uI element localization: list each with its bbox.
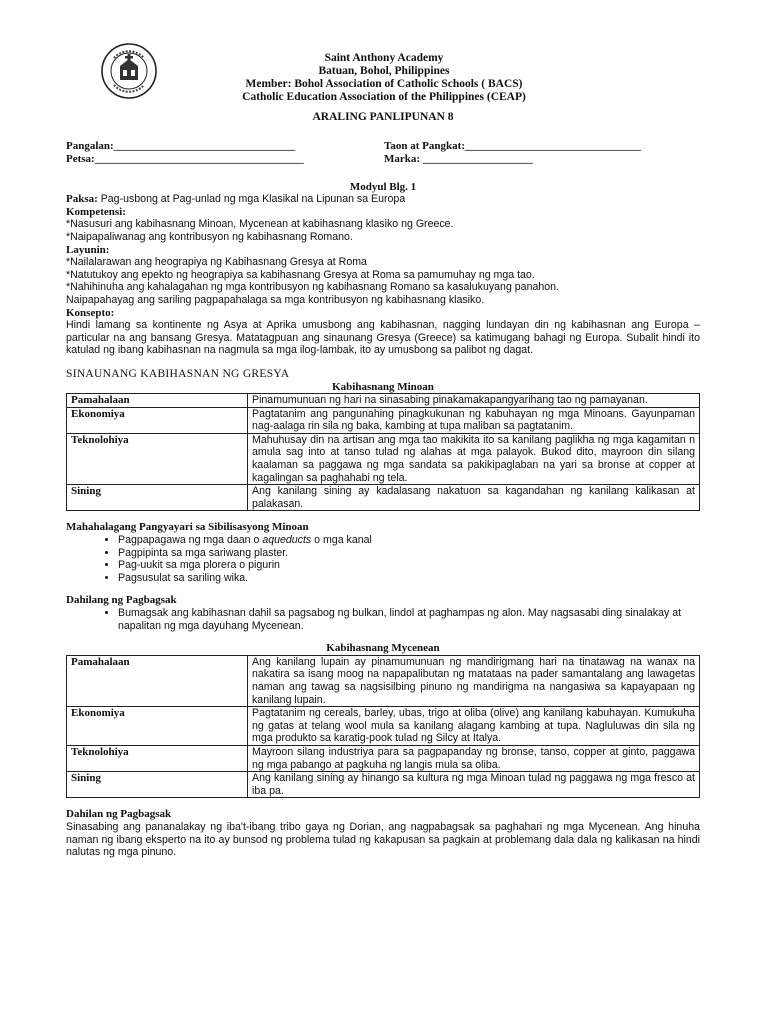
list-item: • Pagpipinta sa mga sariwang plaster. [118, 547, 700, 560]
row-label: Teknolohiya [67, 745, 248, 771]
list-item [118, 534, 700, 547]
table-row [67, 772, 700, 798]
table-row [67, 407, 700, 433]
pagbagsak-heading: Dahilang ng Pagbagsak [66, 594, 177, 607]
row-text: Ang kanilang sining ay kadalasang nakatuon sa kagandahan ng kanilang kalikasan at palakasan. [248, 485, 700, 511]
row-text: Pagtatanim ang pangunahing pinagkukunan ng kabuhayan ng mga Minoans. Gayunpaman nag-aalaga rin sila ng baka, kambing at tupa maliban sa pagtatanim. [248, 407, 700, 433]
taon-pangkat-field[interactable]: Taon at Pangkat:________________________________ [384, 139, 641, 152]
school-location: Batuan, Bohol, Philippines [318, 65, 450, 77]
paksa-label: Paksa: [66, 193, 98, 206]
list-item: • Pagsusulat sa sariling wika. [118, 572, 700, 585]
row-label: Pamahalaan [67, 655, 248, 706]
module-content [66, 111, 700, 859]
layunin-heading: Layunin: [66, 243, 110, 256]
kompetensi-heading: Kompetensi: [66, 205, 126, 218]
pagbagsak-text: Sinasabing ang pananalakay ng iba't-ibang tribo gaya ng Dorian, ang nagpabagsak sa paghahari ng mga Mycenean. Ang hinuha naman ng ibang eksperto na ito ay bunsod ng problema tulad ng kakapusan sa pagkain at problemang dala dala ng kalikasan na hindi nalutas ng mga pinuno. [66, 820, 700, 859]
marka-field[interactable]: Marka: ____________________ [384, 152, 533, 165]
table-row [67, 707, 700, 746]
association-line: Catholic Education Association of the Philippines (CEAP) [242, 91, 526, 103]
pangalan-field[interactable]: Pangalan:_________________________________ [66, 139, 296, 152]
mycenean-table [66, 655, 700, 799]
konsepto-text: Hindi lamang sa kontinente ng Asya at Aprika umusbong ang kabihasnan, nagging lundayan din ng kabihasnan ang Europa – particular na ang bansang Gresya. Matatagpuan ang sinaunang Gresya (Greece) sa katimugang bahagi ng Europa. Subalit hindi ito katulad ng ibang kabihasnan na nagmula sa mga ilog-lambak, ito ay umusbong sa palibot ng dagat. [66, 319, 700, 357]
row-label: Sining [67, 772, 248, 798]
row-text: Mayroon silang industriya para sa pagpapanday ng bronse, tanso, copper at ginto, paggawa ng mga pabango at pagkuha ng langis mula sa oliba. [248, 745, 700, 771]
module-number: Modyul Blg. 1 [349, 180, 417, 193]
row-label: Ekonomiya [67, 707, 248, 746]
minoan-table [66, 393, 700, 511]
petsa-field[interactable]: Petsa:______________________________________ [66, 152, 304, 165]
form-row-2 [66, 153, 700, 166]
layunin-item: *Nailalarawan ang heograpiya ng Kabihasnang Gresya at Roma [66, 256, 367, 269]
table-row [67, 485, 700, 511]
item-emphasis: aqueducts [262, 534, 312, 547]
paksa-text: Pag-usbong at Pag-unlad ng mga Klasikal na Lipunan sa Europa [97, 193, 406, 206]
konsepto-heading: Konsepto: [66, 306, 115, 319]
minoan-table-title: Kabihasnang Minoan [332, 380, 434, 393]
table-row [67, 433, 700, 484]
letterhead [120, 52, 648, 104]
kompetensi-item: *Nasusuri ang kabihasnang Minoan, Mycenean at kabihasnang klasiko ng Greece. [66, 218, 454, 231]
layunin-item: *Natutukoy ang epekto ng heograpiya sa kabihasnang Gresya at Roma sa pamumuhay ng mga tao. [66, 268, 535, 281]
row-label: Teknolohiya [67, 433, 248, 484]
row-text: Pinamumunuan ng hari na sinasabing pinakamakapangyarihang tao ng pamayanan. [248, 394, 700, 408]
list-item: • Bumagsak ang kabihasnan dahil sa pagsabog ng bulkan, lindol at paghampas ng alon. May nagsasabi ding sinalakay at napalitan ng mga dayuhang Mycenean. [118, 607, 700, 632]
membership-line: Member: Bohol Association of Catholic Schools ( BACS) [245, 78, 523, 90]
paksa-line [66, 193, 700, 206]
layunin-item: *Nahihinuha ang kahalagahan ng mga kontribusyon ng kabihasnang Romano sa kasalukuyang panahon. [66, 281, 559, 294]
pagbagsak-heading-2: Dahilan ng Pagbagsak [66, 808, 172, 821]
row-text: Ang kanilang lupain ay pinamumunuan ng mandirigmang hari na tinatawag na wanax na nakatira sa isang moog na napapalibutan ng matataas na pader samantalang ang lawagetas naman ang tawag sa nagsisilbing pinuno ng mandirigma na nangasiwa sa kapayapaan ng kanilang lupain. [248, 655, 700, 706]
school-name: Saint Anthony Academy [324, 52, 444, 64]
table-row [67, 394, 700, 408]
item-text: Pagpapagawa ng mga daan o [118, 534, 263, 547]
table-row [67, 745, 700, 771]
kompetensi-item: *Naipapaliwanag ang kontribusyon ng kabihasnang Romano. [66, 230, 353, 243]
subject-title: ARALING PANLIPUNAN 8 [312, 111, 454, 123]
table-row [67, 655, 700, 706]
pagbagsak-list [66, 607, 700, 632]
row-label: Pamahalaan [67, 394, 248, 408]
layunin-item: Naipapahayag ang sariling pagpapahalaga sa mga kontribusyon ng kabihasnang klasiko. [66, 293, 485, 306]
form-row-1 [66, 140, 700, 153]
row-text: Ang kanilang sining ay hinango sa kultura ng mga Minoan tulad ng paggawa ng mga fresco at iba pa. [248, 772, 700, 798]
row-text: Mahuhusay din na artisan ang mga tao makikita ito sa kanilang paglikha ng mga kagamitan n amula sag into at tanso tulad ng alahas at mga palayok. Bukod dito, mayroon din silang kaalaman sa paggawa ng mga sandata sa pakikipaglaban na yari sa bronse at copper at kagalingan sa paghahabi ng tela. [248, 433, 700, 484]
item-text: o mga kanal [311, 534, 372, 547]
pangyayari-heading: Mahahalagang Pangyayari sa Sibilisasyong Minoan [66, 521, 309, 534]
pangyayari-list [66, 534, 700, 584]
mycenean-table-title: Kabihasnang Mycenean [326, 642, 440, 655]
row-label: Ekonomiya [67, 407, 248, 433]
section-title: SINAUNANG KABIHASNAN NG GRESYA [66, 367, 290, 380]
list-item: • Pag-uukit sa mga plorera o pigurin [118, 559, 700, 572]
row-text: Pagtatanim ng cereals, barley, ubas, trigo at oliba (olive) ang kanilang kabuhayan. Kumukuha ng gatas at telang wool mula sa kanilang alagang kambing at tupa. Nagluluwas din sila ng mga produkto sa karatig-pook tulad ng Silcy at Italya. [248, 707, 700, 746]
row-label: Sining [67, 485, 248, 511]
